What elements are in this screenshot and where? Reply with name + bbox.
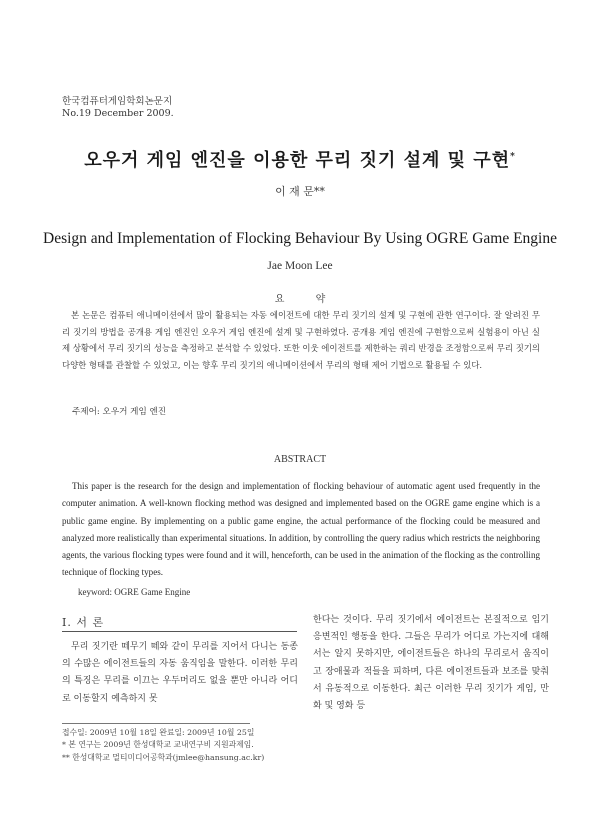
journal-name: 한국컴퓨터게임학회논문지 — [62, 96, 173, 107]
section-heading: Ⅰ. 서 론 — [62, 616, 105, 629]
footnote-dates: 접수일: 2009년 10월 18일 완료일: 2009년 10월 25일 — [62, 728, 255, 737]
footnotes — [62, 727, 264, 764]
korean-title — [0, 146, 600, 172]
footnote-rule — [62, 723, 250, 724]
english-abstract-text: This paper is the research for the design and implementation of flocking behaviour of automatic agent used frequently in the computer animation. A well-known flocking method was designed and implemented based on the OGRE game engine which is a public game engine. By implementing on a public game engine, the actual performance of the flocking could be measured and analyzed more realistically than experimental situations. In addition, by controlling the query radius which restricts the neighboring agents, the various flocking types were found and it will, henceforth, can be used in the animation of the flocking as the controlling technique of flocking types. — [62, 481, 540, 578]
footnote-funding: * 본 연구는 2009년 한성대학교 교내연구비 지원과제임. — [62, 740, 254, 750]
body-column-right — [313, 612, 549, 715]
footnote-affiliation: ** 한성대학교 멀티미디어공학과(jmlee@hansung.ac.kr) — [62, 752, 265, 762]
korean-abstract — [62, 307, 540, 373]
english-author: Jae Moon Lee — [267, 260, 333, 272]
korean-abstract-heading: 요 약 — [274, 294, 340, 305]
journal-issue: No.19 December 2009. — [62, 108, 174, 119]
section-rule — [62, 631, 297, 632]
english-title: Design and Implementation of Flocking Behaviour By Using OGRE Game Engine — [43, 230, 557, 247]
korean-title-text: 오우거 게임 엔진을 이용한 무리 짓기 설계 및 구현 — [84, 150, 511, 171]
journal-header — [62, 96, 174, 120]
body-column-left — [62, 639, 298, 708]
intro-paragraph-right: 한다는 것이다. 무리 짓기에서 에이전트는 본질적으로 임기응변적인 행동을 한다. 그들은 무리가 어디로 가는지에 대해서는 알지 못하지만, 에이전트들은 하나의 무리로서 움직이고 장애물과 적들을 피하며, 다른 에이전트들과 보조를 맞춰서 유동적으로 이동한다. 최근 이러한 무리 짓기가 게임, 만화 및 영화 등 — [313, 615, 549, 712]
title-footnote-mark: * — [510, 152, 516, 162]
intro-paragraph-left: 무리 짓기란 떼무기 떼와 같이 무리를 지어서 다니는 동종의 수많은 에이전트들의 자동 움직임을 말한다. 이러한 무리의 특징은 무리를 이끄는 우두머리도 없을 뿐만 아니라 어디로 이동할지 예측하지 못 — [62, 642, 298, 704]
english-abstract-heading: ABSTRACT — [273, 454, 327, 465]
korean-keywords: 주제어: 오우거 게임 엔진 — [72, 407, 167, 417]
korean-author: 이 재 문** — [275, 185, 325, 198]
english-keywords: keyword: OGRE Game Engine — [78, 587, 191, 597]
english-abstract — [62, 478, 540, 582]
korean-abstract-text: 본 논문은 컴퓨터 애니메이션에서 많이 활용되는 자동 에이전트에 대한 무리 짓기의 설계 및 구현에 관한 연구이다. 잘 알려진 무리 짓기의 방법을 공개용 게임 엔진인 오우거 게임 엔진에 설계 및 구현하였다. 공개용 게임 엔진에 구현함으로써 실험용이 아닌 실제 상황에서 무리 짓기의 성능을 측정하고 분석할 수 있었다. 또한 이웃 에이전트를 제한하는 쿼리 반경을 조정함으로써 무리 짓기의 다양한 형태를 관찰할 수 있었고, 이는 향후 무리 짓기의 애니메이션에서 무리의 형태 제어 기법으로 활용될 수 있다. — [62, 310, 540, 370]
